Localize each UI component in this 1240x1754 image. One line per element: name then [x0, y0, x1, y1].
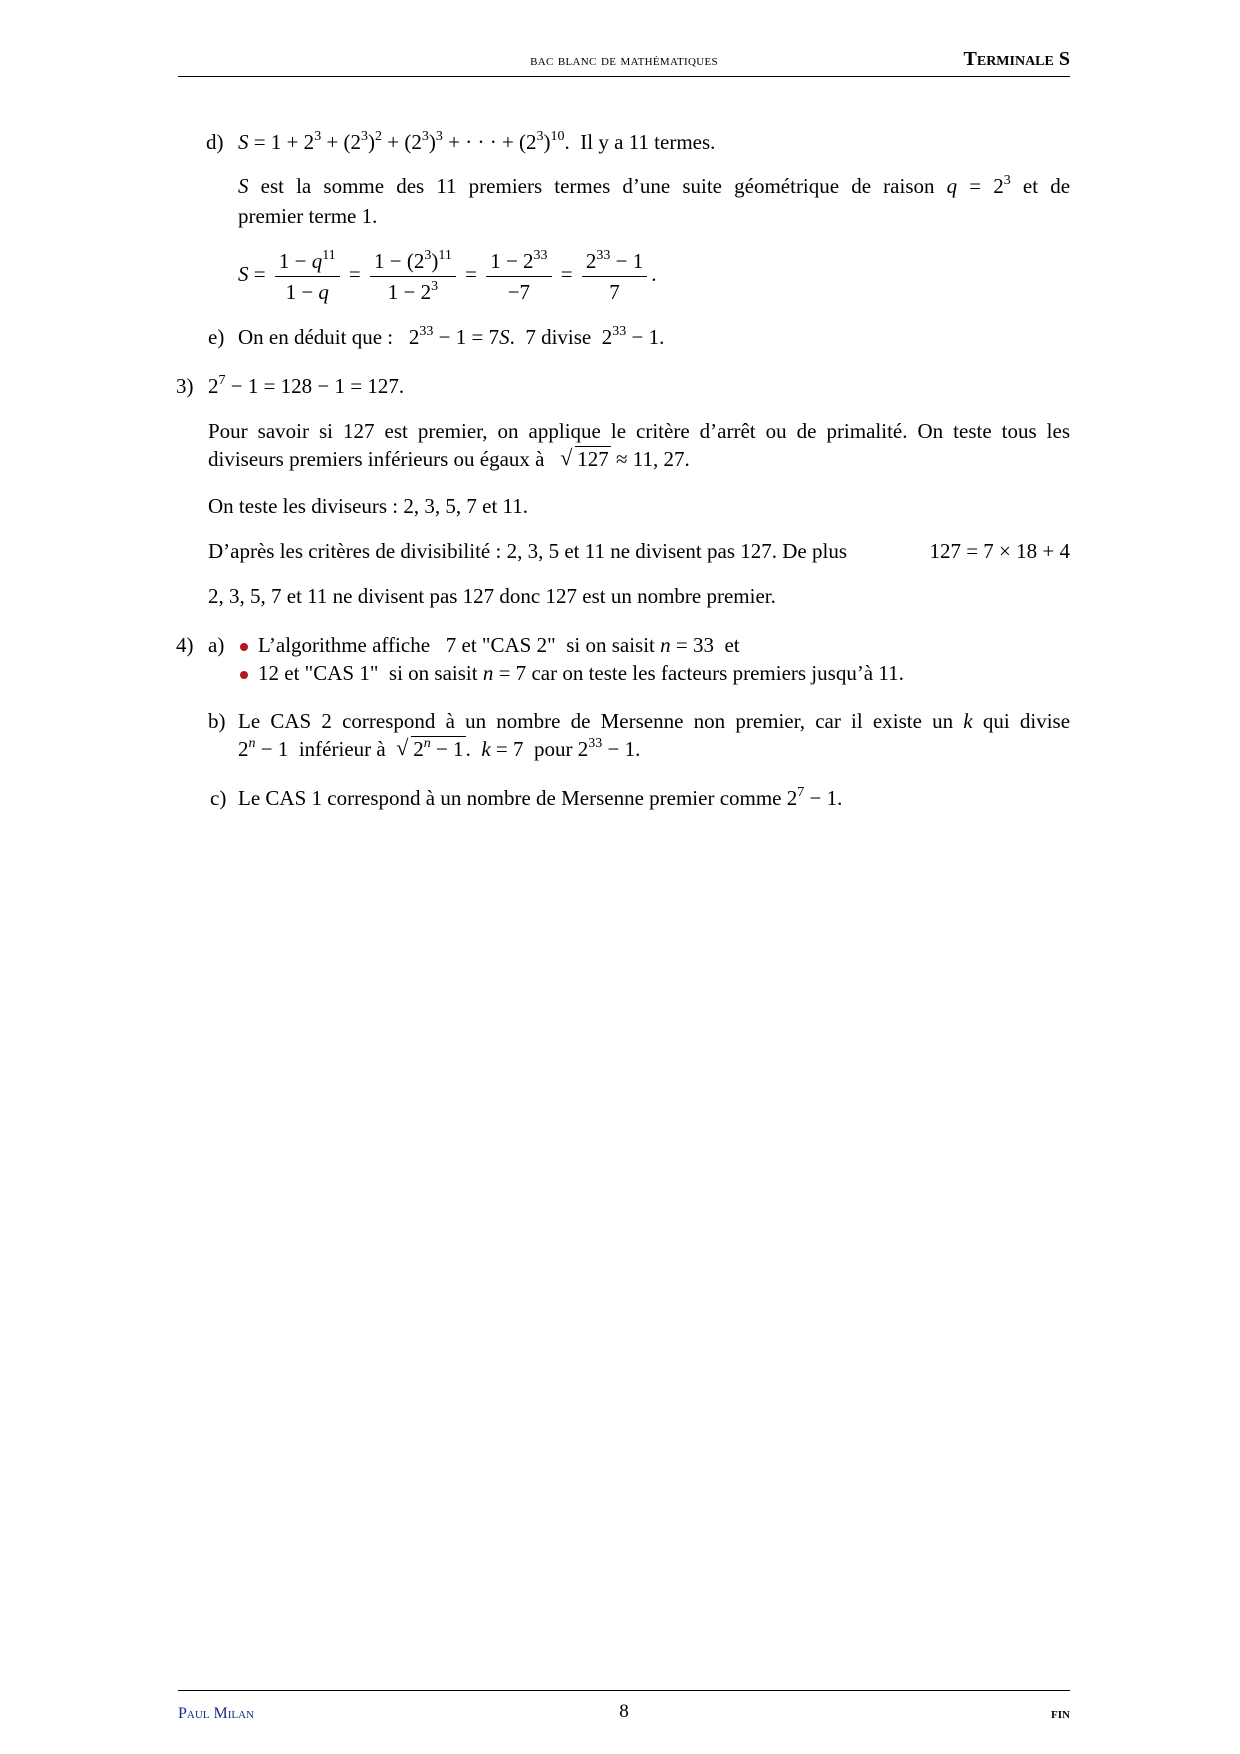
q3-formula: $2^7 - 1 = 128 - 1 = 127$.: [208, 373, 405, 398]
q3-p1-line1: Pour savoir si 127 est premier, on applique le critère d’arrêt ou de primalité. On teste tous les: [208, 419, 1070, 443]
q4b-line1-text: Le CAS 2 correspond à un nombre de Mersenne non premier, car il existe un: [238, 709, 954, 733]
q4b-inferieur: inférieur à: [298, 737, 386, 761]
d-sentence-text: est la somme des 11 premiers termes d’une suite géométrique de raison: [260, 174, 935, 198]
d-sentence-line1: S est la somme des 11 premiers termes d’une suite géométrique de raison $q = 2^3$ et de: [238, 173, 1071, 198]
bullet-dot-icon: [240, 643, 248, 651]
q4a-bullet2-end: car on teste les facteurs premiers jusqu’à 11.: [531, 661, 904, 685]
q4b-pour: pour: [533, 737, 573, 761]
formula-S-sum: $S = 1 + 2^3 + (2^3)^2 + (2^3)^3$ + · · · + $(2^3)^{10}$. Il y a 11 termes.: [238, 129, 716, 154]
item-label-4b: b): [208, 709, 226, 733]
q4a-bullet1-text: L’algorithme affiche: [258, 633, 431, 657]
bullet-dot-icon: [240, 671, 248, 679]
q3-p3-text: D’après les critères de divisibilité : 2, 3, 5 et 11 ne divisent pas 127. De plus: [208, 539, 848, 563]
page-number: 8: [619, 1701, 629, 1722]
e-text: On en déduit que : $2^{33} - 1 = 7S$. 7 divise $2^{33} - 1$.: [238, 324, 665, 349]
question-label-3: 3): [176, 374, 194, 398]
page-footer: [178, 1690, 1070, 1731]
d-tail-text: Il y a 11 termes.: [580, 130, 716, 154]
q3-p3: [208, 537, 1070, 565]
q3-p4: 2, 3, 5, 7 et 11 ne divisent pas 127 donc 127 est un nombre premier.: [208, 584, 776, 608]
item-label-4c: c): [210, 786, 227, 810]
e-intro: On en déduit que :: [238, 325, 394, 349]
question-label-4: 4): [176, 633, 194, 657]
item-label-d: d): [206, 130, 224, 154]
q3-p1-text: diviseurs premiers inférieurs ou égaux à: [208, 447, 545, 471]
q4a-bullet2-output: 12 et "CAS 1": [258, 661, 379, 685]
page-header: [178, 46, 1070, 77]
q4b-line1: Le CAS 2 correspond à un nombre de Mersenne non premier, car il existe un k qui divise: [238, 709, 1071, 733]
q3-p1-line2: diviseurs premiers inférieurs ou égaux à √ 127 ≈ 11, 27.: [208, 445, 690, 473]
q4a-bullet1: L’algorithme affiche 7 et "CAS 2" si on saisit n = 33 et: [240, 631, 740, 659]
d-sentence-line2: premier terme 1.: [238, 204, 378, 228]
q4a-bullet2: 12 et "CAS 1" si on saisit n = 7 car on teste les facteurs premiers jusqu’à 11.: [240, 659, 904, 687]
q4b-line2: $2^n - 1$ inférieur à √ $2^n - 1$. k = 7 pour $2^{33} - 1$.: [238, 735, 640, 763]
footer-author: Paul Milan: [178, 1705, 255, 1722]
q4c-sentence: Le CAS 1 correspond à un nombre de Mersenne premier comme: [238, 786, 782, 810]
q4b-line1-end: qui divise: [982, 709, 1071, 733]
footer-end: fin: [1051, 1705, 1070, 1722]
q4a-bullet1-end: et: [724, 633, 740, 657]
header-title: bac blanc de mathématiques: [530, 52, 718, 69]
d-sentence-end: et de: [1022, 174, 1071, 198]
q3-p3-formula: 127 = 7 × 18 + 4: [929, 539, 1070, 563]
q4a-bullet1-cond: si on saisit: [566, 633, 655, 657]
q4a-bullet1-output: 7 et "CAS 2": [445, 633, 556, 657]
q3-p2: On teste les diviseurs : 2, 3, 5, 7 et 11.: [208, 494, 529, 518]
item-label-e: e): [208, 325, 225, 349]
item-label-4a: a): [208, 633, 225, 657]
q4a-bullet2-cond: si on saisit: [388, 661, 478, 685]
q4c-text: Le CAS 1 correspond à un nombre de Mersenne premier comme $2^7 - 1$.: [238, 785, 843, 810]
e-divise: 7 divise: [525, 325, 592, 349]
header-class: Terminale S: [963, 48, 1070, 70]
formula-S-fraction: S = $\frac{1 - q^{11}}{1 - q}$ = $\frac{1 - (2^3)^{11}}{1 - 2^3}$ = $\frac{1 - 2^{33}}{-7}$ = $\frac{2^{33} - 1}{7}$ .: [238, 247, 657, 304]
